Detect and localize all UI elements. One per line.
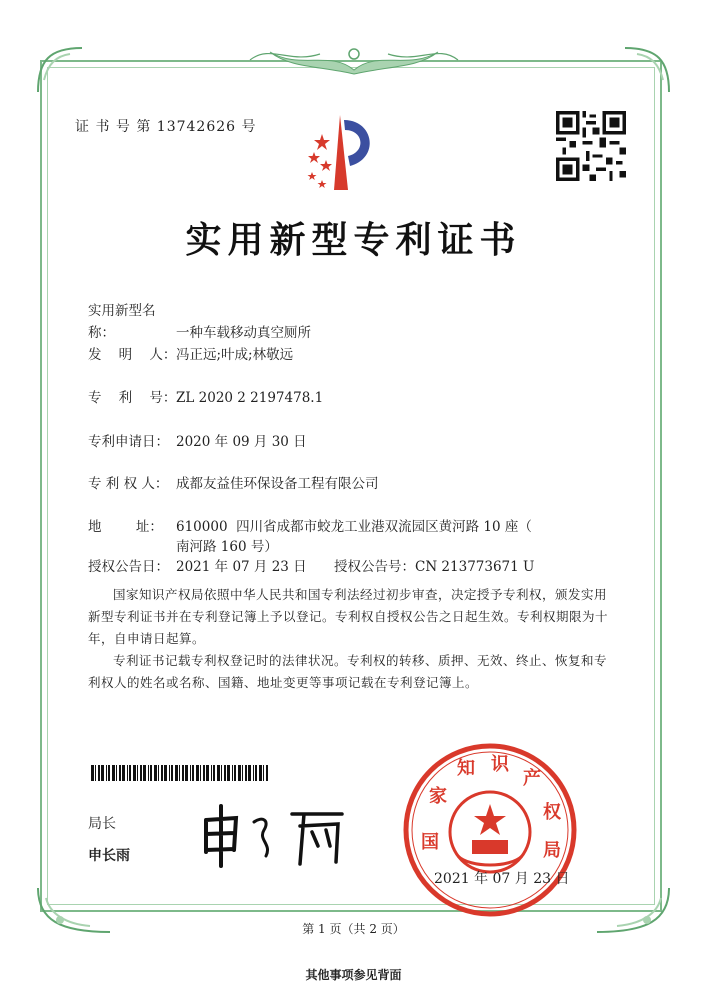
handwritten-signature [192, 800, 352, 870]
svg-text:国: 国 [421, 832, 439, 853]
field-value: 2021 年 07 月 23 日 [176, 559, 307, 575]
field-value: CN 213773671 U [415, 559, 535, 575]
signatory-name: 申长雨 [88, 848, 130, 864]
field-address [88, 516, 176, 538]
address-line-1: 610000 四川省成都市蛟龙工业港双流园区黄河路 10 座（ [176, 519, 532, 535]
svg-text:局: 局 [543, 840, 561, 861]
field-inventor [88, 344, 293, 366]
field-grant-date [88, 556, 307, 578]
top-ornament [230, 40, 478, 76]
field-label: 专利申请日： [88, 434, 169, 450]
footer-note: 其他事项参见背面 [305, 968, 402, 982]
field-label: 地 址： [88, 519, 163, 535]
page-title: 实用新型专利证书 [185, 219, 522, 261]
field-utility-model-name [88, 300, 311, 344]
page-number: 第 1 页（共 2 页） [302, 922, 405, 936]
field-value: 一种车载移动真空厕所 [176, 325, 311, 341]
svg-text:识: 识 [491, 754, 509, 775]
field-value: 2020 年 09 月 30 日 [176, 434, 307, 450]
corner-ornament-top-left [30, 40, 90, 100]
field-label: 发 明 人： [88, 347, 177, 363]
svg-text:权: 权 [543, 802, 561, 823]
legal-paragraph-1: 国家知识产权局依照中华人民共和国专利法经过初步审查，决定授予专利权，颁发实用新型专利证书并在专利登记簿上予以登记。专利权自授权公告之日起生效。专利权期限为十年，自申请日起算。 [88, 587, 609, 646]
field-value: 成都友益佳环保设备工程有限公司 [176, 476, 379, 492]
field-value: ZL 2020 2 2197478.1 [176, 390, 324, 406]
field-value: 冯正远;叶成;林敬远 [176, 347, 294, 363]
qr-code-icon [556, 111, 626, 181]
field-label: 专 利 权 人： [88, 476, 169, 492]
official-seal [400, 740, 580, 920]
field-filing-date [88, 431, 307, 453]
field-label: 授权公告号： [334, 559, 415, 575]
certificate-number: 证 书 号 第 13742626 号 [75, 119, 257, 135]
address-line-2: 南河路 160 号） [176, 539, 278, 555]
legal-paragraph-2: 专利证书记载专利权登记时的法律状况。专利权的转移、质押、无效、终止、恢复和专利权人的姓名或名称、国籍、地址变更等事项记载在专利登记簿上。 [88, 653, 608, 690]
svg-text:知: 知 [457, 758, 475, 779]
signatory-title: 局长 [88, 816, 116, 832]
barcode-icon [91, 765, 269, 781]
cnipa-logo [296, 110, 386, 195]
field-label: 专 利 号： [88, 390, 177, 406]
svg-text:家: 家 [429, 786, 447, 807]
field-patent-holder [88, 473, 379, 495]
field-label: 授权公告日： [88, 559, 169, 575]
seal-date: 2021 年 07 月 23 日 [434, 871, 570, 887]
svg-text:产: 产 [523, 768, 541, 789]
field-grant-number [334, 556, 534, 578]
field-label: 实用新型名称： [88, 303, 156, 341]
field-patent-number [88, 387, 323, 409]
corner-ornament-top-right [617, 40, 677, 100]
